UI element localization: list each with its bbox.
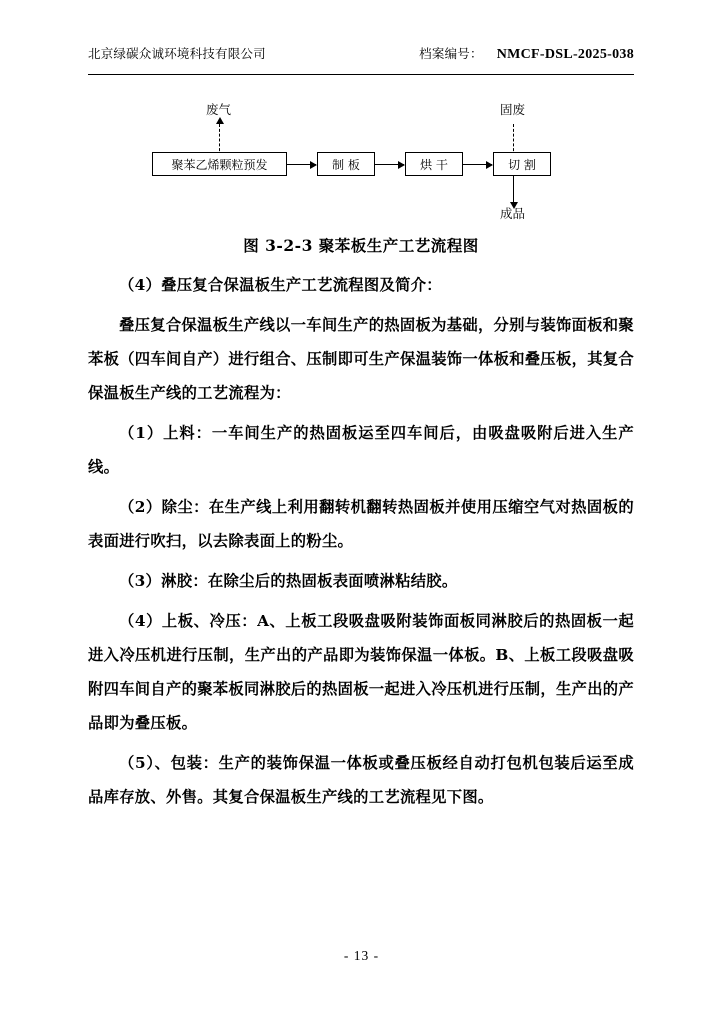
arrow-pre-expansion-to-board-making [287, 164, 316, 165]
page-header [88, 44, 634, 63]
company-name: 北京绿碳众诚环境科技有限公司 [88, 46, 266, 61]
diagram-label-product: 成品 [500, 206, 526, 221]
paragraph-step-4: （4）上板、冷压：A、上板工段吸盘吸附装饰面板同淋胶后的热固板一起进入冷压机进行压制，生产出的产品即为装饰保温一体板。B、上板工段吸盘吸附四车间自产的聚苯板同淋胶后的热固板一起进入冷压机进行压制，生产出的产品即为叠压板。 [88, 612, 634, 732]
paragraph-step-3: （3）淋胶：在除尘后的热固板表面喷淋粘结胶。 [119, 572, 458, 590]
process-box-drying: 烘 干 [405, 152, 463, 176]
archive-number [419, 44, 634, 63]
process-box-board-making: 制 板 [317, 152, 375, 176]
paragraph-overview: 叠压复合保温板生产线以一车间生产的热固板为基础，分别与装饰面板和聚苯板（四车间自产）进行组合、压制即可生产保温装饰一体板和叠压板，其复合保温板生产线的工艺流程为： [88, 316, 634, 402]
paragraph-step-5: （5）、包装：生产的装饰保温一体板或叠压板经自动打包机包装后运至成品库存放、外售。其复合保温板生产线的工艺流程见下图。 [88, 754, 634, 806]
figure-caption: 图 3-2-3 聚苯板生产工艺流程图 [243, 236, 479, 255]
diagram-label-solid-waste: 固废 [500, 102, 526, 117]
diagram-label-waste-gas: 废气 [206, 102, 232, 117]
process-flow-diagram [88, 96, 634, 224]
arrow-board-making-to-drying [375, 164, 404, 165]
paragraph-step-2: （2）除尘：在生产线上利用翻转机翻转热固板并使用压缩空气对热固板的表面进行吹扫，以去除表面上的粉尘。 [88, 498, 634, 550]
paragraph-step-1: （1）上料：一车间生产的热固板运至四车间后，由吸盘吸附后进入生产线。 [88, 424, 634, 476]
process-box-cutting: 切 割 [493, 152, 551, 176]
archive-code: NMCF-DSL-2025-038 [496, 47, 634, 62]
page-footer: - 13 - [343, 948, 380, 963]
header-divider [88, 74, 634, 75]
paragraph-heading-4: （4）叠压复合保温板生产工艺流程图及简介： [119, 276, 442, 294]
document-body [88, 268, 634, 814]
arrow-drying-to-cutting [463, 164, 492, 165]
archive-label: 档案编号： [419, 46, 483, 61]
process-box-pre-expansion: 聚苯乙烯颗粒预发 [152, 152, 287, 176]
arrow-product [513, 174, 514, 202]
